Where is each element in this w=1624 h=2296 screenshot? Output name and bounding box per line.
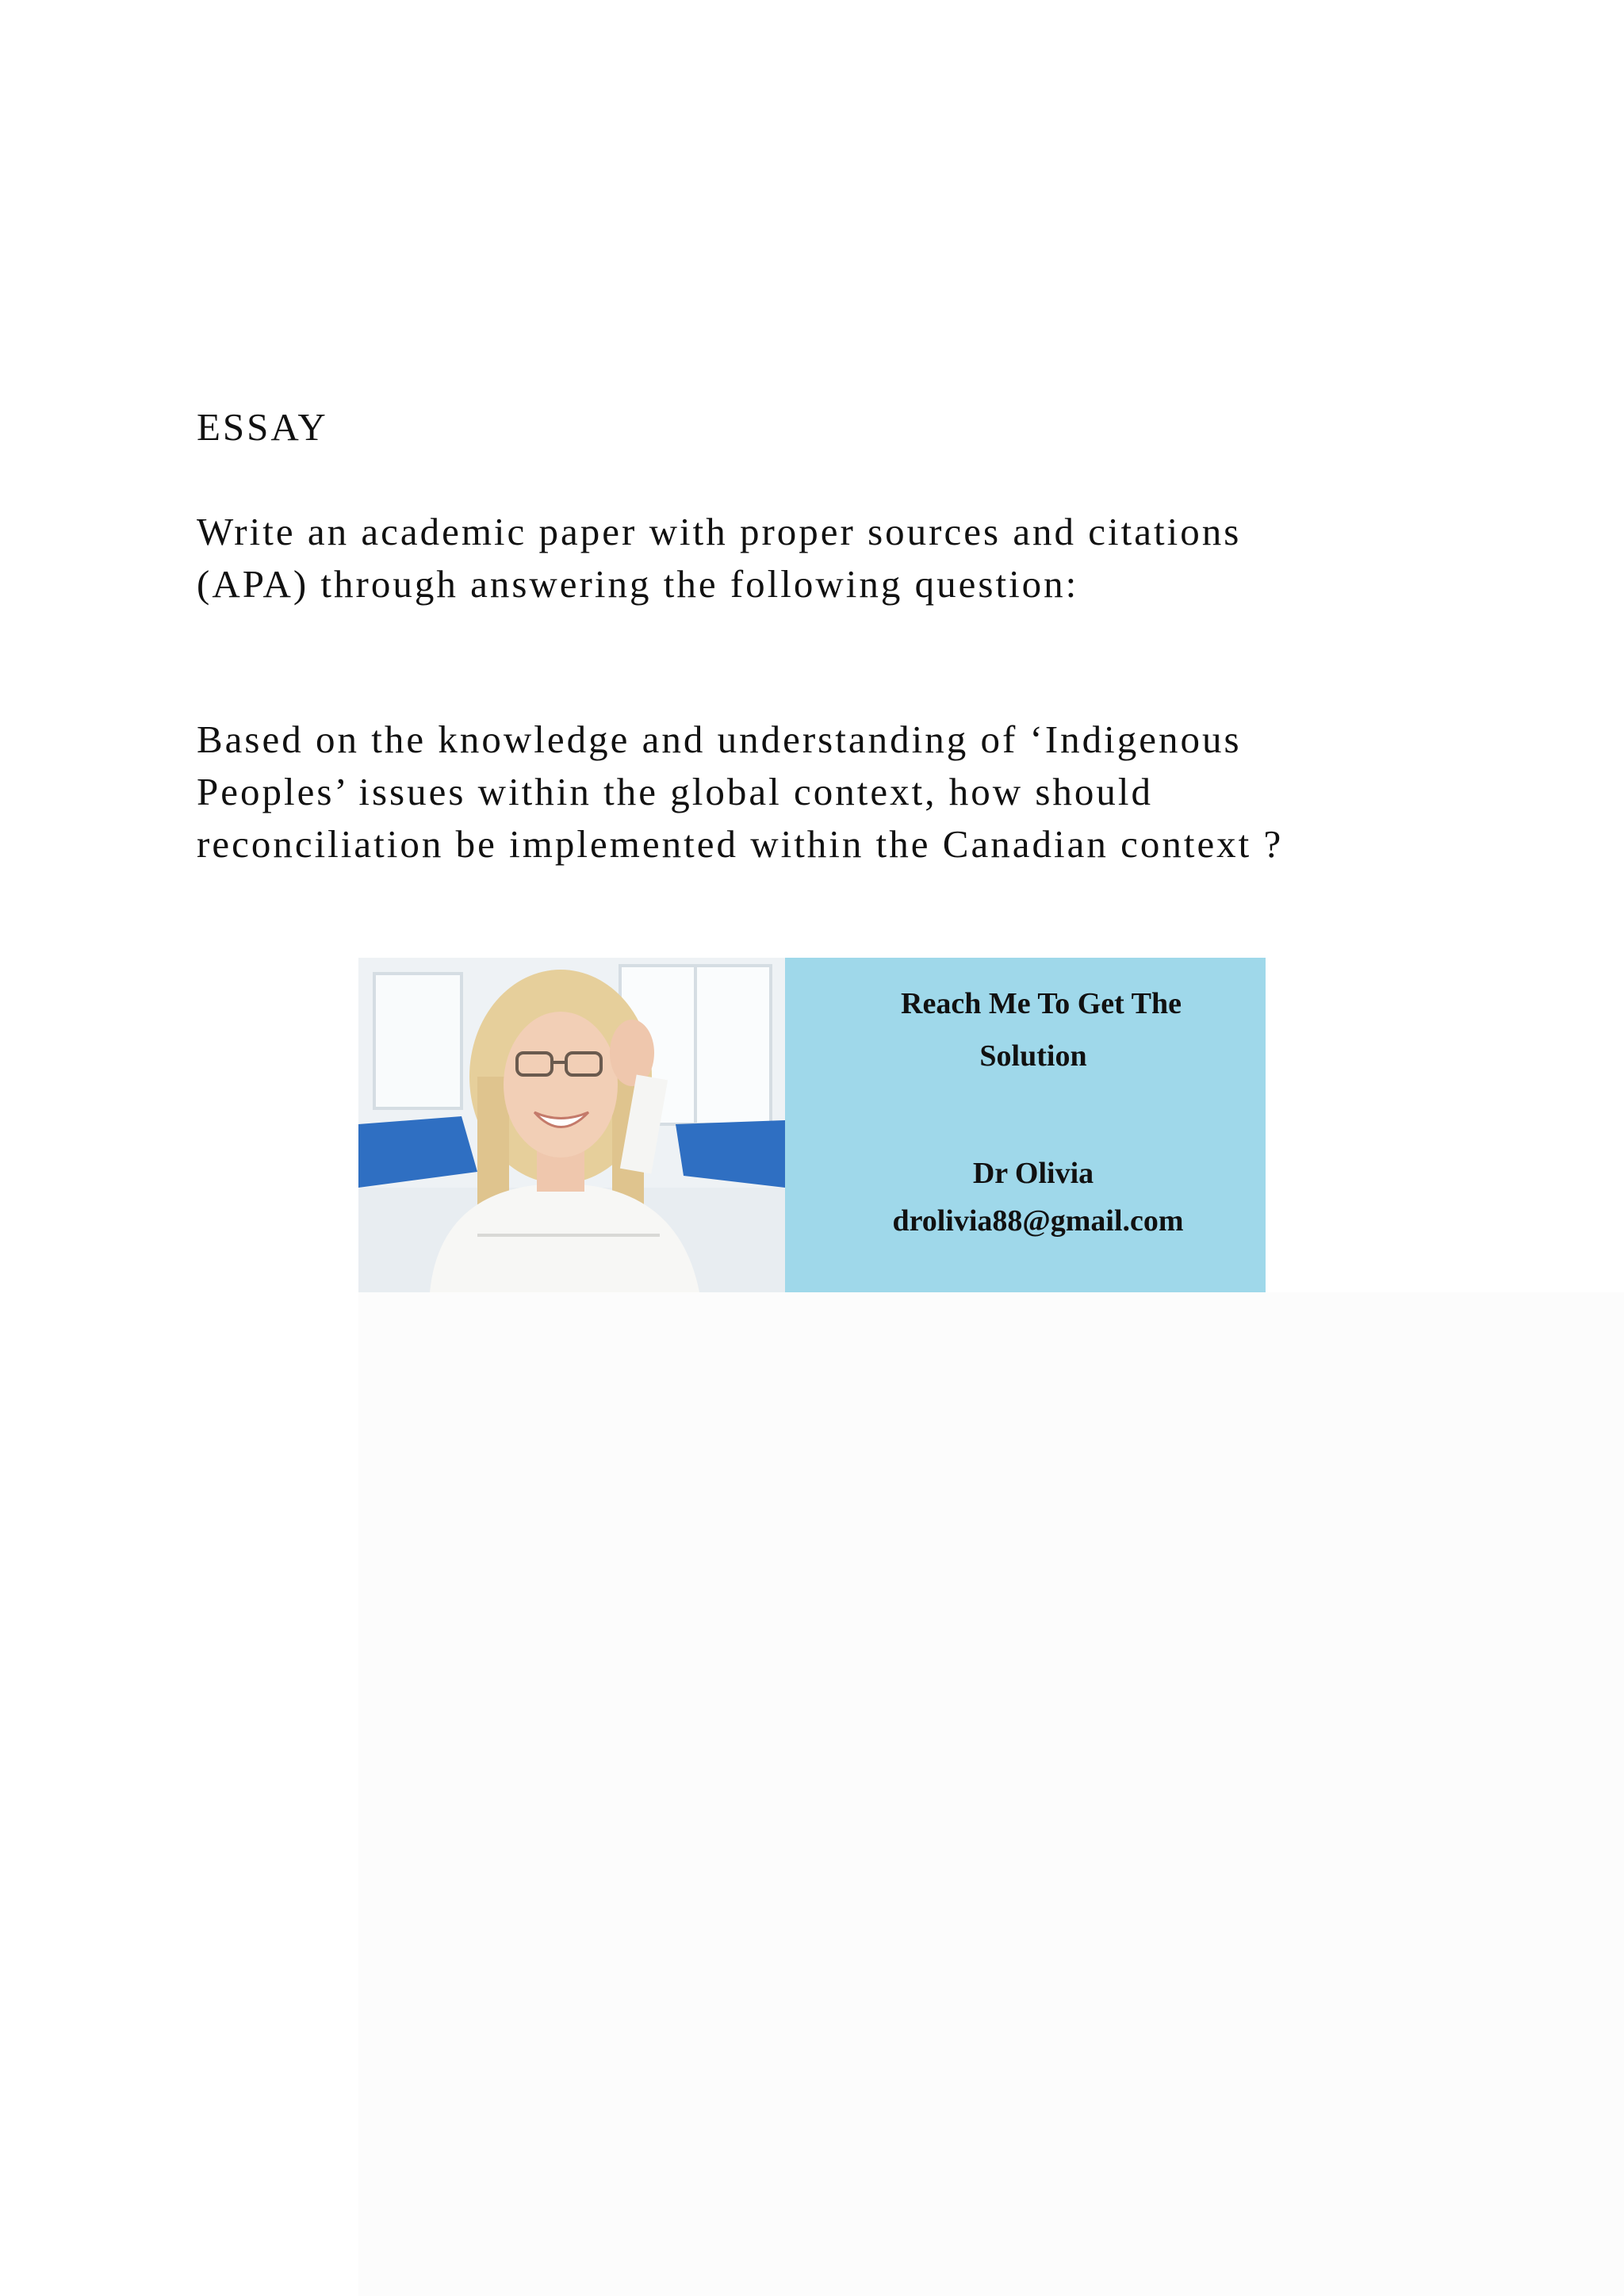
contact-banner bbox=[358, 958, 1266, 1292]
contact-email: drolivia88@gmail.com bbox=[892, 1204, 1184, 1238]
banner-line-solution: Solution bbox=[979, 1039, 1087, 1073]
essay-heading: ESSAY bbox=[197, 405, 328, 449]
essay-instructions: Write an academic paper with proper sources and citations (APA) through answering the following question: bbox=[197, 510, 1242, 606]
banner-line-reach-me: Reach Me To Get The bbox=[901, 987, 1182, 1020]
page-background-shade bbox=[358, 1292, 1624, 2296]
contact-name: Dr Olivia bbox=[972, 1157, 1094, 1190]
woman-with-glasses-photo bbox=[358, 958, 785, 1292]
contact-info-panel bbox=[785, 958, 1266, 1292]
essay-question: Based on the knowledge and understanding of ‘Indigenous Peoples’ issues within the global context, how should reconciliation be implemented within the Canadian context ? bbox=[197, 718, 1284, 866]
